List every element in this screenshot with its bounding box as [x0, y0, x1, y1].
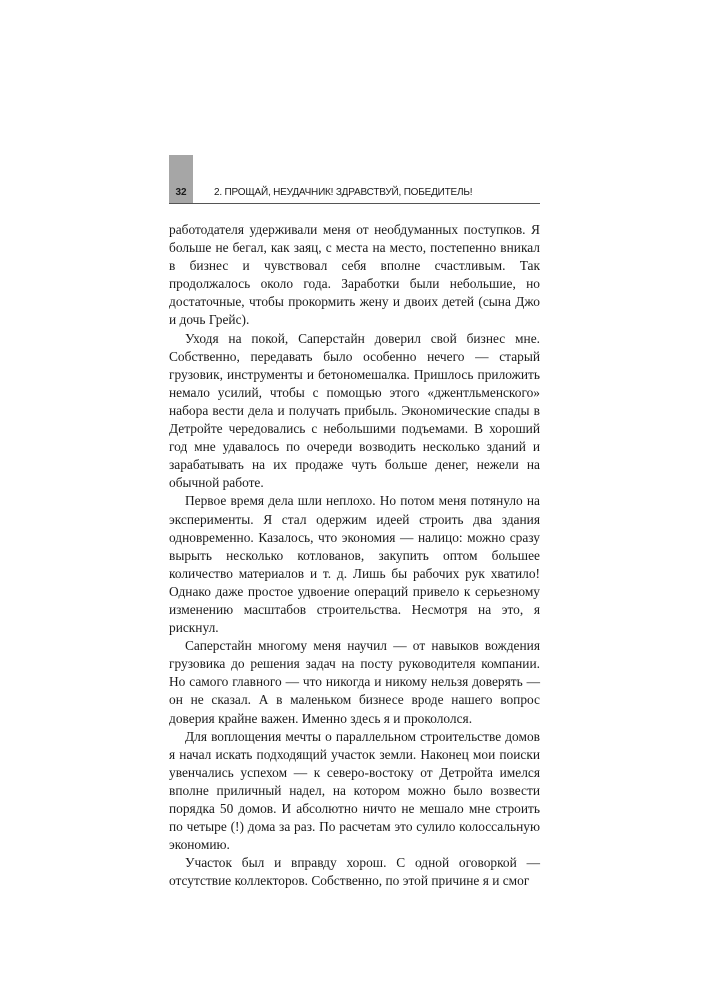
page-number: 32	[175, 187, 187, 198]
paragraph-4: Саперстайн многому меня научил — от навыков вождения грузовика до решения задач на посту руководителя компании. Но самого главного — что никогда и никому нельзя доверять — он не сказал. А в маленьком бизнесе вроде нашего вопрос доверия крайне важен. Именно здесь я и прокололся.	[169, 638, 540, 726]
header-rule	[169, 203, 540, 204]
paragraph-1: работодателя удерживали меня от необдуманных поступков. Я больше не бегал, как заяц, с места на место, постепенно вникал в бизнес и чувствовал себя вполне счастливым. Так продолжалось около года. Заработки были небольшие, но достаточные, чтобы прокормить жену и двоих детей (сына Джо и дочь Грейс).	[169, 222, 540, 328]
paragraph-6: Участок был и вправду хорош. С одной оговоркой — отсутствие коллекторов. Собственно, по этой причине я и смог	[169, 855, 540, 889]
running-head: 2. ПРОЩАЙ, НЕУДАЧНИК! ЗДРАВСТВУЙ, ПОБЕДИТЕЛЬ!	[214, 187, 473, 198]
paragraph-5: Для воплощения мечты о параллельном строительстве домов я начал искать подходящий участок земли. Наконец мои поиски увенчались успехом — к северо-востоку от Детройта имелся вполне приличный надел, на котором можно было возвести порядка 50 домов. И абсолютно ничто не мешало мне строить по четыре (!) дома за раз. По расчетам это сулило колоссальную экономию.	[169, 728, 540, 853]
body-text	[169, 221, 540, 890]
paragraph-3: Первое время дела шли неплохо. Но потом меня потянуло на эксперименты. Я стал одержим идеей строить два здания одновременно. Казалось, что экономия — налицо: можно сразу вырыть несколько котлованов, закупить оптом большее количество материалов и т. д. Лишь бы рабочих рук хватило! Однако даже простое удвоение операций привело к серьезному изменению масштабов строительства. Несмотря на это, я рискнул.	[169, 493, 540, 636]
paragraph-2: Уходя на покой, Саперстайн доверил свой бизнес мне. Собственно, передавать было особенно нечего — старый грузовик, инструменты и бетономешалка. Пришлось приложить немало усилий, чтобы с помощью этого «джентльменского» набора вести дела и получать прибыль. Экономические спады в Детройте чередовались с небольшими подъемами. В хороший год мне удавалось по очереди возводить несколько зданий и зарабатывать на их продаже чуть больше денег, нежели на обычной работе.	[169, 330, 540, 491]
